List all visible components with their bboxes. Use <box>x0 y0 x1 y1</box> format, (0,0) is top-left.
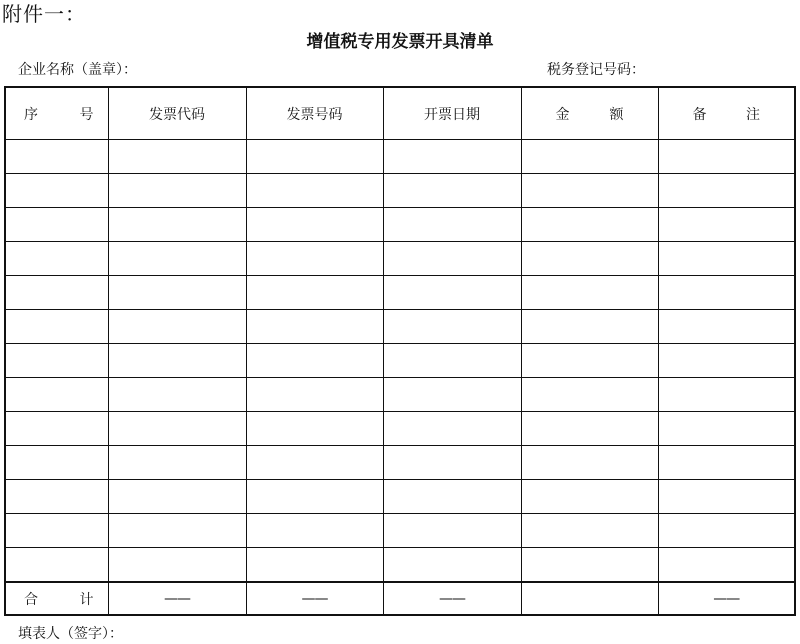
total-label <box>5 582 108 615</box>
cell-remark[interactable] <box>658 208 795 242</box>
cell-invoice-code[interactable] <box>108 140 246 174</box>
cell-amount[interactable] <box>521 208 658 242</box>
table-row <box>5 446 795 480</box>
cell-invoice-code[interactable] <box>108 548 246 583</box>
cell-amount[interactable] <box>521 378 658 412</box>
dash-placeholder: —— <box>164 590 190 607</box>
cell-amount[interactable] <box>521 242 658 276</box>
table-row <box>5 548 795 583</box>
total-row <box>5 582 795 615</box>
cell-issue-date[interactable] <box>383 514 521 548</box>
table-row <box>5 514 795 548</box>
header-remark-char-1: 备 <box>692 106 707 123</box>
invoice-list-table <box>4 86 796 616</box>
cell-invoice-number[interactable] <box>246 548 383 583</box>
tax-registration-label: 税务登记号码： <box>547 62 645 78</box>
cell-remark[interactable] <box>658 174 795 208</box>
cell-remark[interactable] <box>658 446 795 480</box>
cell-invoice-number[interactable] <box>246 276 383 310</box>
header-issue-date: 开票日期 <box>383 87 521 140</box>
cell-issue-date[interactable] <box>383 276 521 310</box>
cell-invoice-code[interactable] <box>108 446 246 480</box>
cell-invoice-code[interactable] <box>108 276 246 310</box>
table-row <box>5 208 795 242</box>
cell-invoice-code[interactable] <box>108 310 246 344</box>
header-remark <box>658 87 795 140</box>
cell-invoice-number[interactable] <box>246 514 383 548</box>
table-row <box>5 242 795 276</box>
cell-invoice-code[interactable] <box>108 242 246 276</box>
cell-invoice-number[interactable] <box>246 174 383 208</box>
cell-seq[interactable] <box>5 344 108 378</box>
dash-placeholder: —— <box>713 590 740 607</box>
header-amount <box>521 87 658 140</box>
cell-issue-date[interactable] <box>383 548 521 583</box>
cell-issue-date[interactable] <box>383 242 521 276</box>
header-invoice-code: 发票代码 <box>108 87 246 140</box>
cell-seq[interactable] <box>5 548 108 583</box>
cell-invoice-code[interactable] <box>108 412 246 446</box>
form-title: 增值税专用发票开具清单 <box>306 32 494 52</box>
cell-invoice-code[interactable] <box>108 208 246 242</box>
header-amount-char-2: 额 <box>609 106 624 123</box>
table-row <box>5 174 795 208</box>
cell-amount[interactable] <box>521 310 658 344</box>
cell-issue-date[interactable] <box>383 174 521 208</box>
cell-amount[interactable] <box>521 140 658 174</box>
cell-invoice-number[interactable] <box>246 242 383 276</box>
signer-label: 填表人（签字）： <box>18 626 123 642</box>
cell-seq[interactable] <box>5 446 108 480</box>
cell-remark[interactable] <box>658 514 795 548</box>
cell-seq[interactable] <box>5 480 108 514</box>
total-issue-date <box>383 582 521 615</box>
header-seq-char-1: 序 <box>24 106 38 123</box>
cell-remark[interactable] <box>658 412 795 446</box>
cell-remark[interactable] <box>658 140 795 174</box>
table-row <box>5 310 795 344</box>
cell-invoice-number[interactable] <box>246 412 383 446</box>
cell-issue-date[interactable] <box>383 412 521 446</box>
cell-issue-date[interactable] <box>383 480 521 514</box>
cell-seq[interactable] <box>5 276 108 310</box>
cell-issue-date[interactable] <box>383 446 521 480</box>
header-invoice-number: 发票号码 <box>246 87 383 140</box>
cell-seq[interactable] <box>5 174 108 208</box>
cell-amount[interactable] <box>521 514 658 548</box>
cell-invoice-number[interactable] <box>246 208 383 242</box>
cell-invoice-code[interactable] <box>108 514 246 548</box>
table-row <box>5 276 795 310</box>
dash-placeholder: —— <box>301 590 328 607</box>
cell-amount[interactable] <box>521 174 658 208</box>
cell-invoice-number[interactable] <box>246 480 383 514</box>
total-invoice-code <box>108 582 246 615</box>
cell-seq[interactable] <box>5 208 108 242</box>
cell-invoice-number[interactable] <box>246 310 383 344</box>
cell-remark[interactable] <box>658 480 795 514</box>
cell-invoice-code[interactable] <box>108 480 246 514</box>
company-name-label: 企业名称（盖章）： <box>18 62 137 78</box>
cell-invoice-code[interactable] <box>108 344 246 378</box>
total-amount[interactable] <box>521 582 658 615</box>
cell-remark[interactable] <box>658 378 795 412</box>
cell-issue-date[interactable] <box>383 378 521 412</box>
table-row <box>5 344 795 378</box>
attachment-label: 附件一： <box>2 2 86 26</box>
cell-remark[interactable] <box>658 242 795 276</box>
cell-remark[interactable] <box>658 344 795 378</box>
cell-invoice-code[interactable] <box>108 378 246 412</box>
total-invoice-number <box>246 582 383 615</box>
cell-invoice-number[interactable] <box>246 140 383 174</box>
cell-amount[interactable] <box>521 548 658 583</box>
cell-remark[interactable] <box>658 548 795 583</box>
cell-amount[interactable] <box>521 276 658 310</box>
cell-seq[interactable] <box>5 412 108 446</box>
cell-seq[interactable] <box>5 514 108 548</box>
cell-amount[interactable] <box>521 480 658 514</box>
cell-amount[interactable] <box>521 446 658 480</box>
dash-placeholder: —— <box>439 590 465 607</box>
header-amount-char-1: 金 <box>555 106 570 123</box>
table-header-row <box>5 87 795 140</box>
cell-invoice-number[interactable] <box>246 344 383 378</box>
cell-invoice-code[interactable] <box>108 174 246 208</box>
header-seq <box>5 87 108 140</box>
cell-invoice-number[interactable] <box>246 378 383 412</box>
table-row <box>5 140 795 174</box>
table-row <box>5 480 795 514</box>
cell-issue-date[interactable] <box>383 310 521 344</box>
cell-seq[interactable] <box>5 378 108 412</box>
cell-issue-date[interactable] <box>383 140 521 174</box>
cell-issue-date[interactable] <box>383 344 521 378</box>
header-seq-char-2: 号 <box>79 106 94 123</box>
cell-seq[interactable] <box>5 242 108 276</box>
total-label-char-2: 计 <box>79 591 94 608</box>
cell-remark[interactable] <box>658 310 795 344</box>
total-remark <box>658 582 795 615</box>
table-row <box>5 412 795 446</box>
cell-issue-date[interactable] <box>383 208 521 242</box>
cell-amount[interactable] <box>521 412 658 446</box>
cell-seq[interactable] <box>5 310 108 344</box>
cell-invoice-number[interactable] <box>246 446 383 480</box>
header-remark-char-2: 注 <box>746 106 760 123</box>
table-row <box>5 378 795 412</box>
cell-remark[interactable] <box>658 276 795 310</box>
total-label-char-1: 合 <box>24 591 38 608</box>
cell-seq[interactable] <box>5 140 108 174</box>
cell-amount[interactable] <box>521 344 658 378</box>
